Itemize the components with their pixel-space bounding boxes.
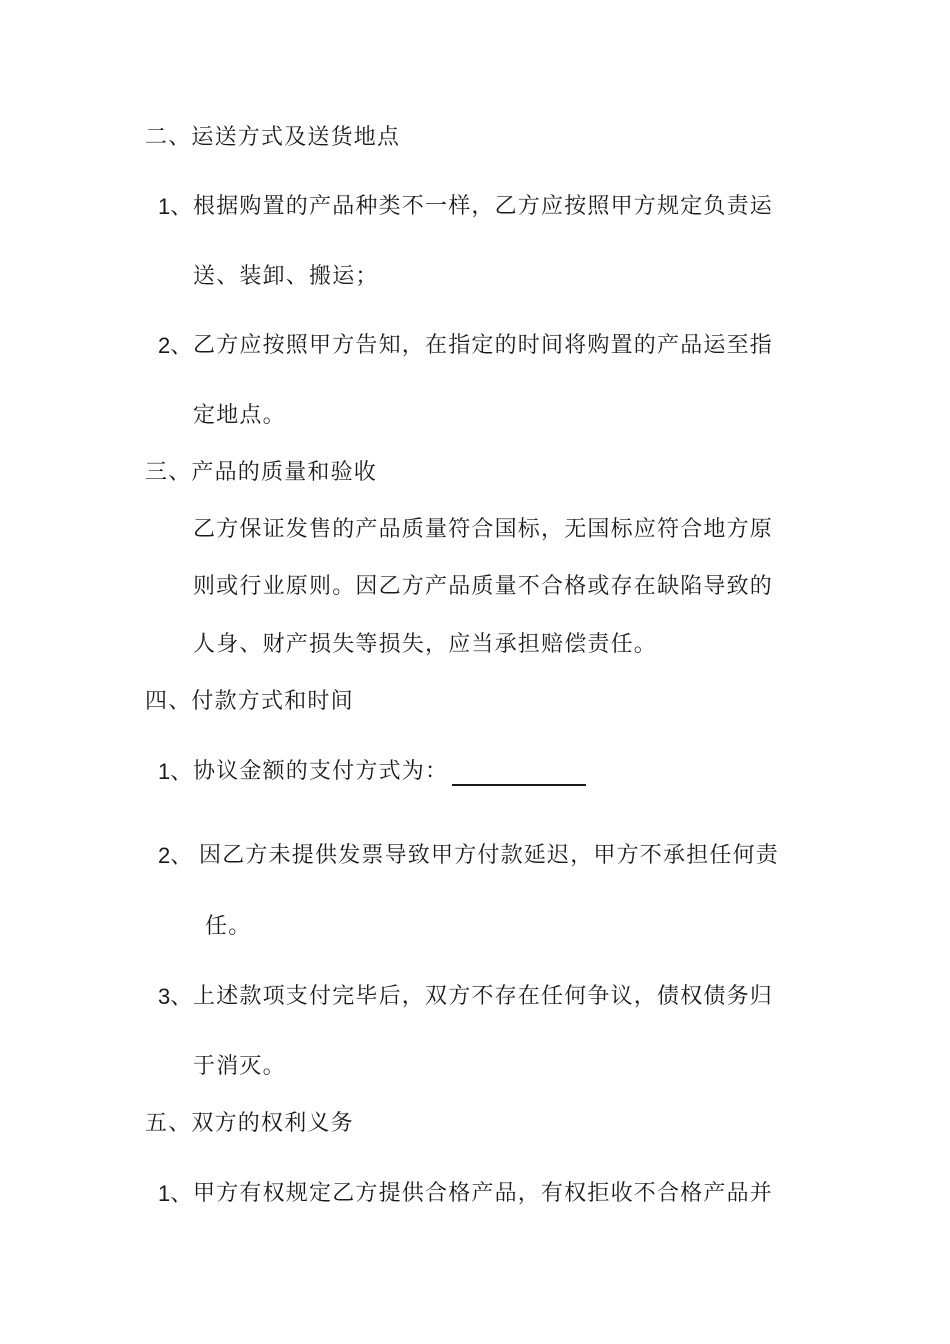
section-heading: 二、运送方式及送货地点 — [145, 125, 401, 150]
section-heading: 五、双方的权利义务 — [145, 1111, 354, 1136]
item-text-line: 甲方有权规定乙方提供合格产品，有权拒收不合格产品并 — [193, 1181, 774, 1206]
item-number: 2、 — [158, 333, 193, 358]
paragraph-line: 则或行业原则。因乙方产品质量不合格或存在缺陷导致的 — [193, 574, 774, 599]
item-number: 1、 — [158, 194, 193, 219]
fill-in-blank[interactable] — [452, 762, 586, 786]
item-number: 3、 — [158, 984, 193, 1009]
item-text-line: 因乙方未提供发票导致甲方付款延迟，甲方不承担任何责 — [199, 843, 780, 868]
item-text-line: 上述款项支付完毕后，双方不存在任何争议，债权债务归 — [193, 984, 774, 1009]
item-text-line: 协议金额的支付方式为： — [193, 759, 449, 784]
item-text-line: 于消灭。 — [193, 1054, 286, 1079]
paragraph-line: 人身、财产损失等损失，应当承担赔偿责任。 — [193, 632, 658, 657]
item-text-line: 任。 — [205, 914, 252, 939]
paragraph-line: 乙方保证发售的产品质量符合国标，无国标应符合地方原 — [193, 517, 774, 542]
item-text-line: 定地点。 — [193, 403, 286, 428]
item-number: 2、 — [158, 843, 193, 868]
section-heading: 四、付款方式和时间 — [145, 689, 354, 714]
item-text-line: 根据购置的产品种类不一样，乙方应按照甲方规定负责运 — [193, 194, 774, 219]
item-text-line: 乙方应按照甲方告知，在指定的时间将购置的产品运至指 — [193, 333, 774, 358]
item-number: 1、 — [158, 1181, 193, 1206]
payment-method-line — [193, 758, 586, 786]
section-heading: 三、产品的质量和验收 — [145, 460, 378, 485]
item-text-line: 送、装卸、搬运； — [193, 264, 379, 289]
item-number: 1、 — [158, 759, 193, 784]
